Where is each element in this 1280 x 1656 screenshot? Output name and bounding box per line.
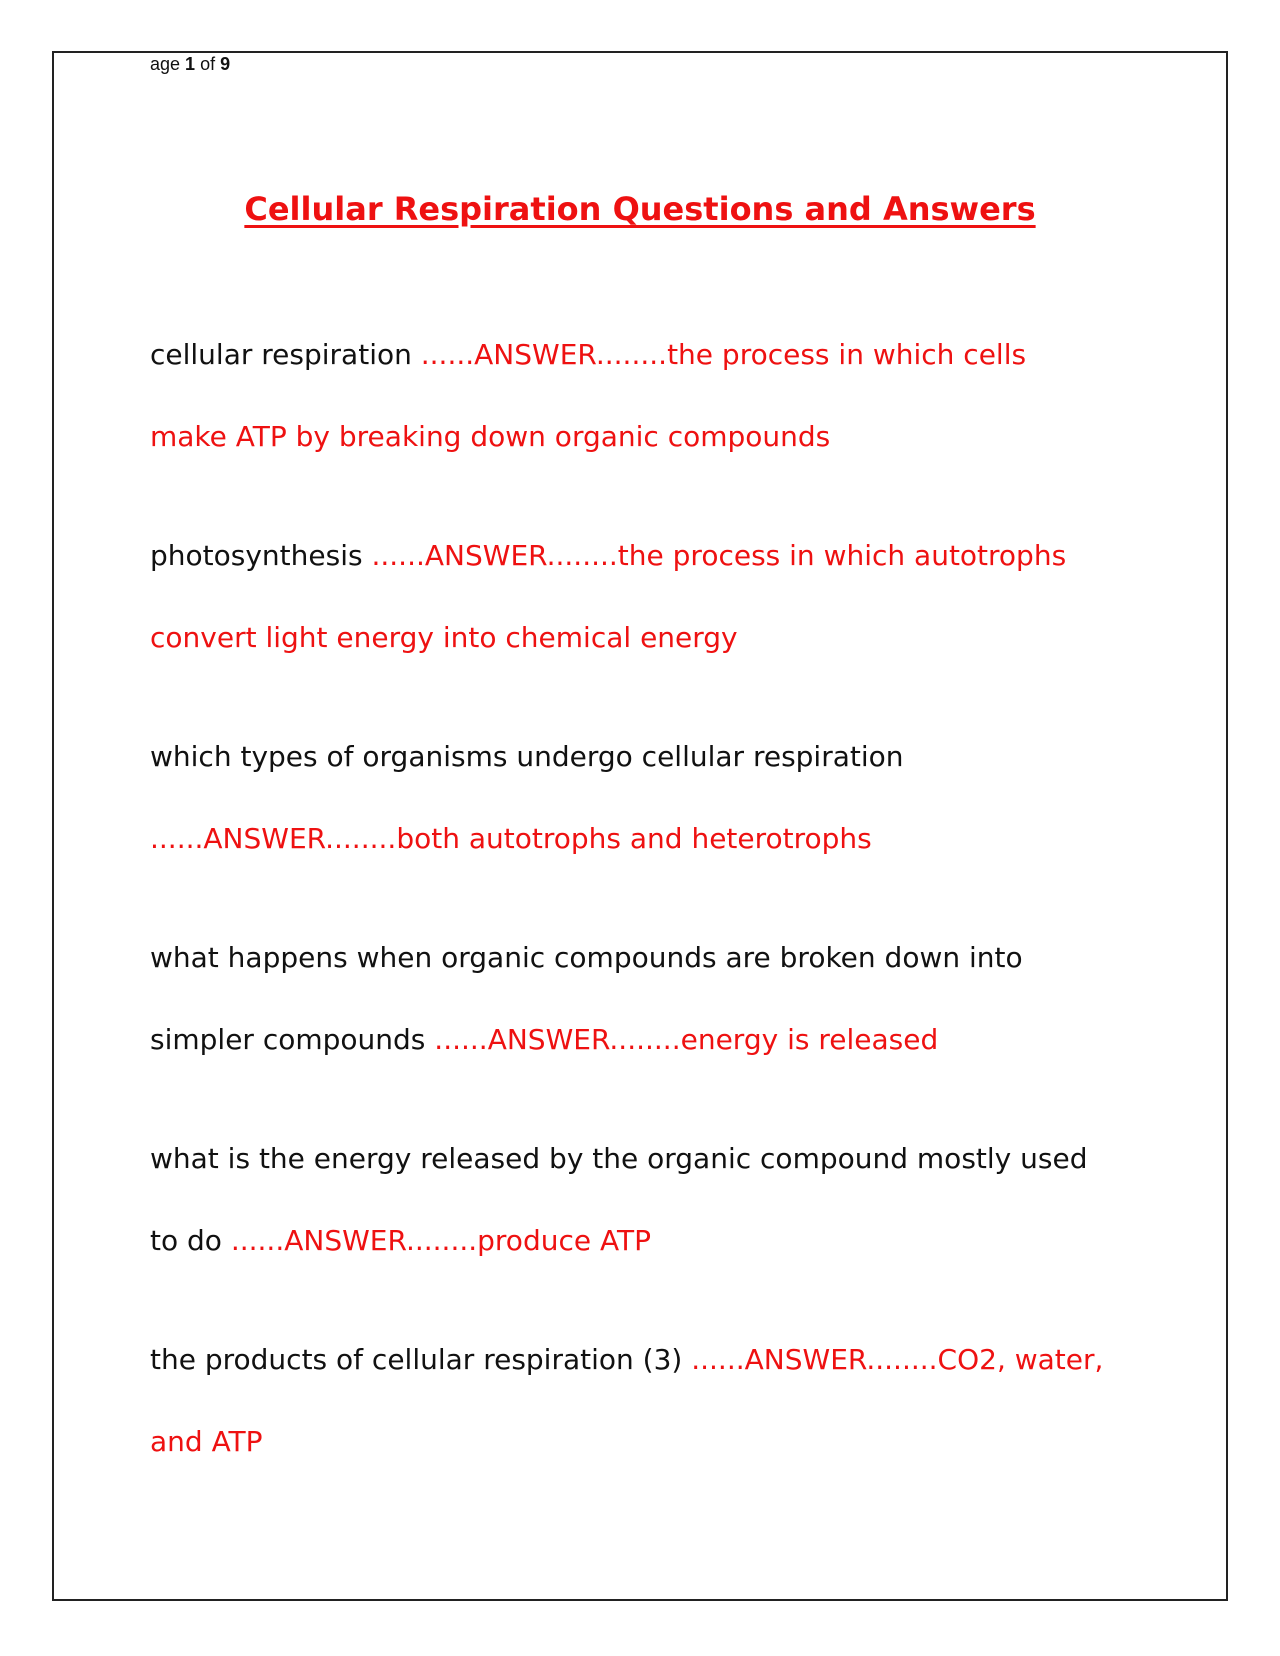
answer-text: the process in which cells make ATP by breaking down organic compounds (150, 338, 1027, 453)
qa-item (150, 515, 1110, 679)
page-number-label (150, 54, 230, 75)
page-label-middle: of (195, 54, 221, 74)
answer-separator: ......ANSWER........ (150, 822, 397, 855)
question-text: photosynthesis (150, 539, 372, 572)
question-text: what happens when organic compounds are broken down into simpler compounds (150, 941, 1023, 1056)
question-text: what is the energy released by the organic compound mostly used to do (150, 1142, 1088, 1257)
question-text: the products of cellular respiration (3) (150, 1343, 692, 1376)
answer-text: the process in which autotrophs convert light energy into chemical energy (150, 539, 1067, 654)
qa-item (150, 1118, 1110, 1282)
page-label-current: 1 (185, 54, 196, 74)
qa-item (150, 917, 1110, 1081)
page-label-prefix: age (150, 54, 186, 74)
question-text: cellular respiration (150, 338, 421, 371)
answer-text: produce ATP (477, 1224, 651, 1257)
page-label-total: 9 (220, 54, 231, 74)
qa-list (150, 314, 1110, 1520)
document-title: Cellular Respiration Questions and Answers (244, 190, 1036, 228)
answer-text: CO2, water, and ATP (150, 1343, 1104, 1458)
qa-item (150, 716, 1110, 880)
question-text: which types of organisms undergo cellular respiration (150, 740, 904, 773)
answer-separator: ......ANSWER........ (230, 1224, 478, 1257)
qa-item (150, 314, 1110, 478)
answer-separator: ......ANSWER........ (420, 338, 668, 371)
qa-item (150, 1319, 1110, 1483)
answer-separator: ......ANSWER........ (371, 539, 618, 572)
answer-separator: ......ANSWER........ (691, 1343, 938, 1376)
answer-text: energy is released (680, 1023, 939, 1056)
answer-text: both autotrophs and heterotrophs (396, 822, 872, 855)
answer-separator: ......ANSWER........ (434, 1023, 681, 1056)
